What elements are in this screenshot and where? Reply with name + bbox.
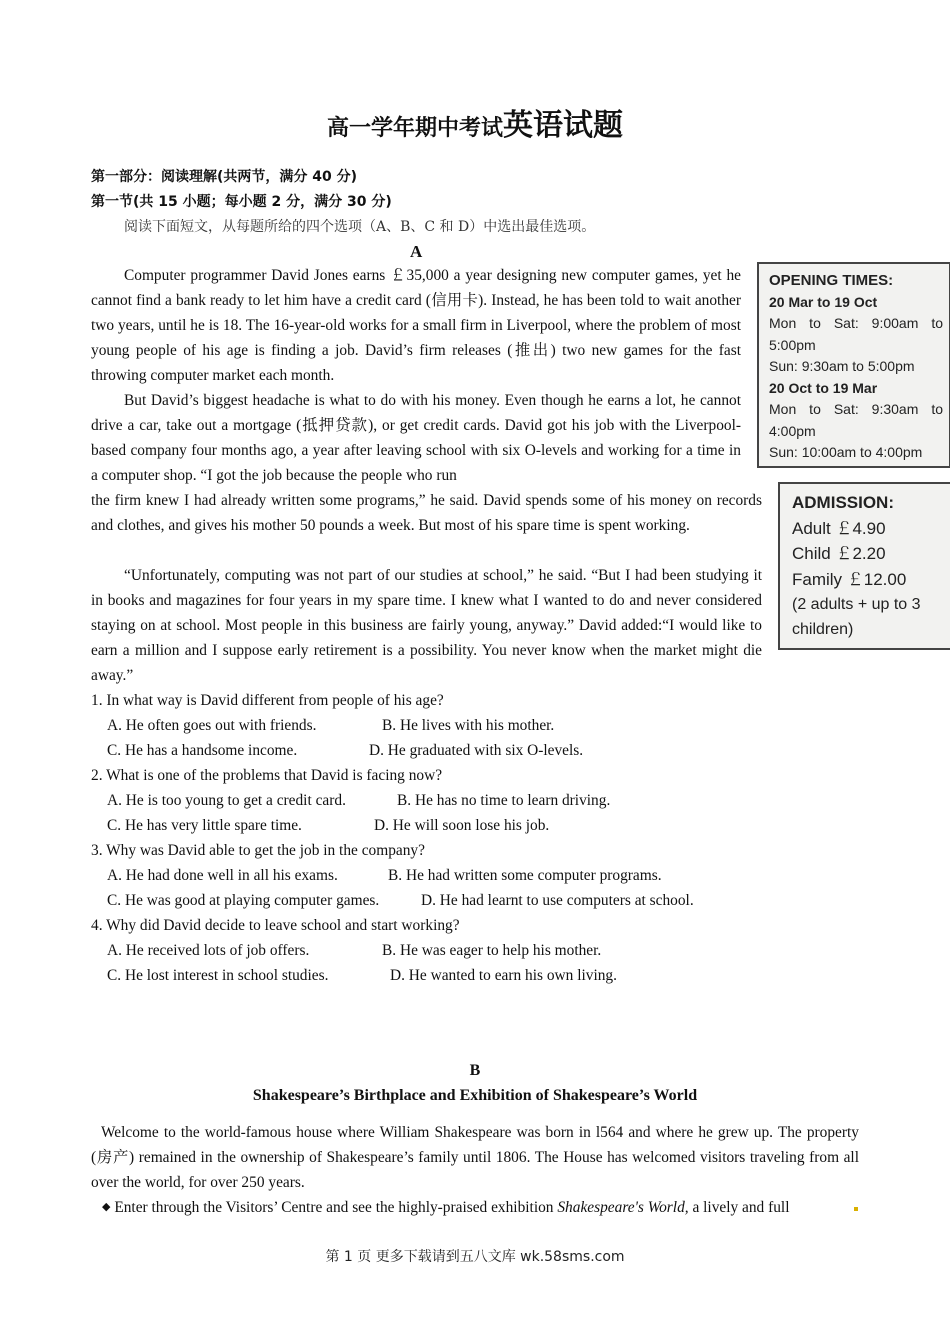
q3-option-a: A. He had done well in all his exams.: [107, 867, 338, 884]
para2a-text: But David’s biggest headache is what to do with his money. Even though he earns a lot, he cannot drive a car, take out a mortgage (抵押贷款), or get credit cards. David got his job with the Liverpool-based company four months ago, a year after leaving school with six O-levels and working for a time in a computer shop. “I got the job because the people who run: [91, 392, 741, 484]
opening-times-box: [757, 262, 950, 468]
q2-option-a: A. He is too young to get a credit card.: [107, 792, 346, 809]
opening-p2-weekday: Mon to Sat: 9:30am to 4:00pm: [769, 401, 943, 439]
passage-b-label: B: [469, 1062, 481, 1079]
question-2: 2. What is one of the problems that David is facing now?: [91, 767, 443, 784]
q3-option-b: B. He had written some computer programs.: [388, 867, 662, 884]
admission-family: Family ￡12.00: [792, 569, 907, 589]
opening-period2: 20 Oct to 19 Mar: [769, 379, 878, 396]
q4-option-c: C. He lost interest in school studies.: [107, 967, 329, 984]
question-3: 3. Why was David able to get the job in the company?: [91, 842, 425, 859]
bullet1-end: a lively and full: [688, 1199, 790, 1216]
q4-option-b: B. He was eager to help his mother.: [382, 942, 602, 959]
passage-a-para3: [91, 563, 762, 688]
q1-option-c: C. He has a handsome income.: [107, 742, 298, 759]
q3-option-d: D. He had learnt to use computers at school.: [421, 892, 694, 909]
page-footer: 第 1 页 更多下载请到五八文库 wk.58sms.com: [325, 1249, 625, 1265]
opening-p1-weekday: Mon to Sat: 9:00am to 5:00pm: [769, 315, 943, 353]
section2-heading: 第一节(共 15 小题；每小题 2 分，满分 30 分): [91, 194, 392, 210]
diamond-bullet-icon: ◆: [102, 1201, 111, 1213]
title-part2: 英语试题: [503, 108, 623, 143]
q2-option-d: D. He will soon lose his job.: [374, 817, 550, 834]
q1-option-d: D. He graduated with six O-levels.: [369, 742, 584, 759]
passage-b-bullet1: [102, 1195, 870, 1222]
q2-option-b: B. He has no time to learn driving.: [397, 792, 611, 809]
q1-option-b: B. He lives with his mother.: [382, 717, 555, 734]
passage-a-para1: [91, 263, 741, 388]
page-title: [0, 100, 950, 144]
admission-child: Child ￡2.20: [792, 544, 886, 563]
admission-adult: Adult ￡4.90: [792, 518, 886, 538]
admission-heading: ADMISSION:: [792, 493, 894, 512]
question-1: 1. In what way is David different from people of his age?: [91, 692, 444, 709]
opening-p2-sunday: Sun: 10:00am to 4:00pm: [769, 444, 923, 460]
admission-note: (2 adults + up to 3 children): [792, 596, 921, 638]
b-para1-text: Welcome to the world-famous house where William Shakespeare was born in l564 and where he grew up. The property (房产) remained in the ownership of Shakespeare’s family until 1806. The House has welcomed visitors traveling from all over the world, for over 250 years.: [91, 1124, 859, 1191]
q3-option-c: C. He was good at playing computer games.: [107, 892, 380, 909]
para3-text: “Unfortunately, computing was not part of our studies at school,” he said. “But I had been studying it in books and magazines for four years in my spare time. I knew what I wanted to do and never considered staying on at school. Most people in this business are fairly young, anyway.” David added:“I would like to earn a million and I suppose early retirement is a possibility. You never know when the market might die away.”: [91, 567, 762, 684]
para1-text: Computer programmer David Jones earns ￡35,000 a year designing new computer games, yet he cannot find a bank ready to let him have a credit card (信用卡). Instead, he has been told to wait another two years, until he is 18. The 16-year-old works for a small firm in Liverpool, where the problem of most young people of his age is finding a job. David’s firm releases (推出) two new games for the fast throwing computer market each month.: [91, 267, 741, 384]
bullet1-italic: Shakespeare's World,: [557, 1199, 689, 1216]
opening-heading: OPENING TIMES:: [769, 272, 894, 289]
section1-heading: 第一部分：阅读理解(共两节，满分 40 分): [91, 169, 358, 185]
passage-a-label: A: [410, 242, 423, 261]
bullet1-start: Enter through the Visitors’ Centre and see the highly-praised exhibition: [114, 1199, 558, 1216]
passage-b-title: Shakespeare’s Birthplace and Exhibition of Shakespeare’s World: [252, 1087, 698, 1104]
instruction: 阅读下面短文，从每题所给的四个选项（A、B、C 和 D）中选出最佳选项。: [124, 219, 596, 235]
q1-option-a: A. He often goes out with friends.: [107, 717, 317, 734]
q4-option-d: D. He wanted to earn his own living.: [390, 967, 617, 984]
q4-option-a: A. He received lots of job offers.: [107, 942, 310, 959]
passage-b-para1: [91, 1120, 859, 1195]
question-4: 4. Why did David decide to leave school and start working?: [91, 917, 460, 934]
opening-p1-sunday: Sun: 9:30am to 5:00pm: [769, 358, 915, 374]
opening-period1: 20 Mar to 19 Oct: [769, 293, 878, 310]
title-part1: 高一学年期中考试: [326, 115, 503, 141]
q2-option-c: C. He has very little spare time.: [107, 817, 302, 834]
yellow-dot-mark: [854, 1207, 858, 1211]
passage-a-para2b: the firm knew I had already written some programs,” he said. David spends some of his money on records and clothes, and gives his mother 50 pounds a week. But most of his spare time is spent working.: [91, 492, 762, 534]
passage-a-para2a: [91, 388, 741, 488]
admission-box: [778, 482, 950, 650]
